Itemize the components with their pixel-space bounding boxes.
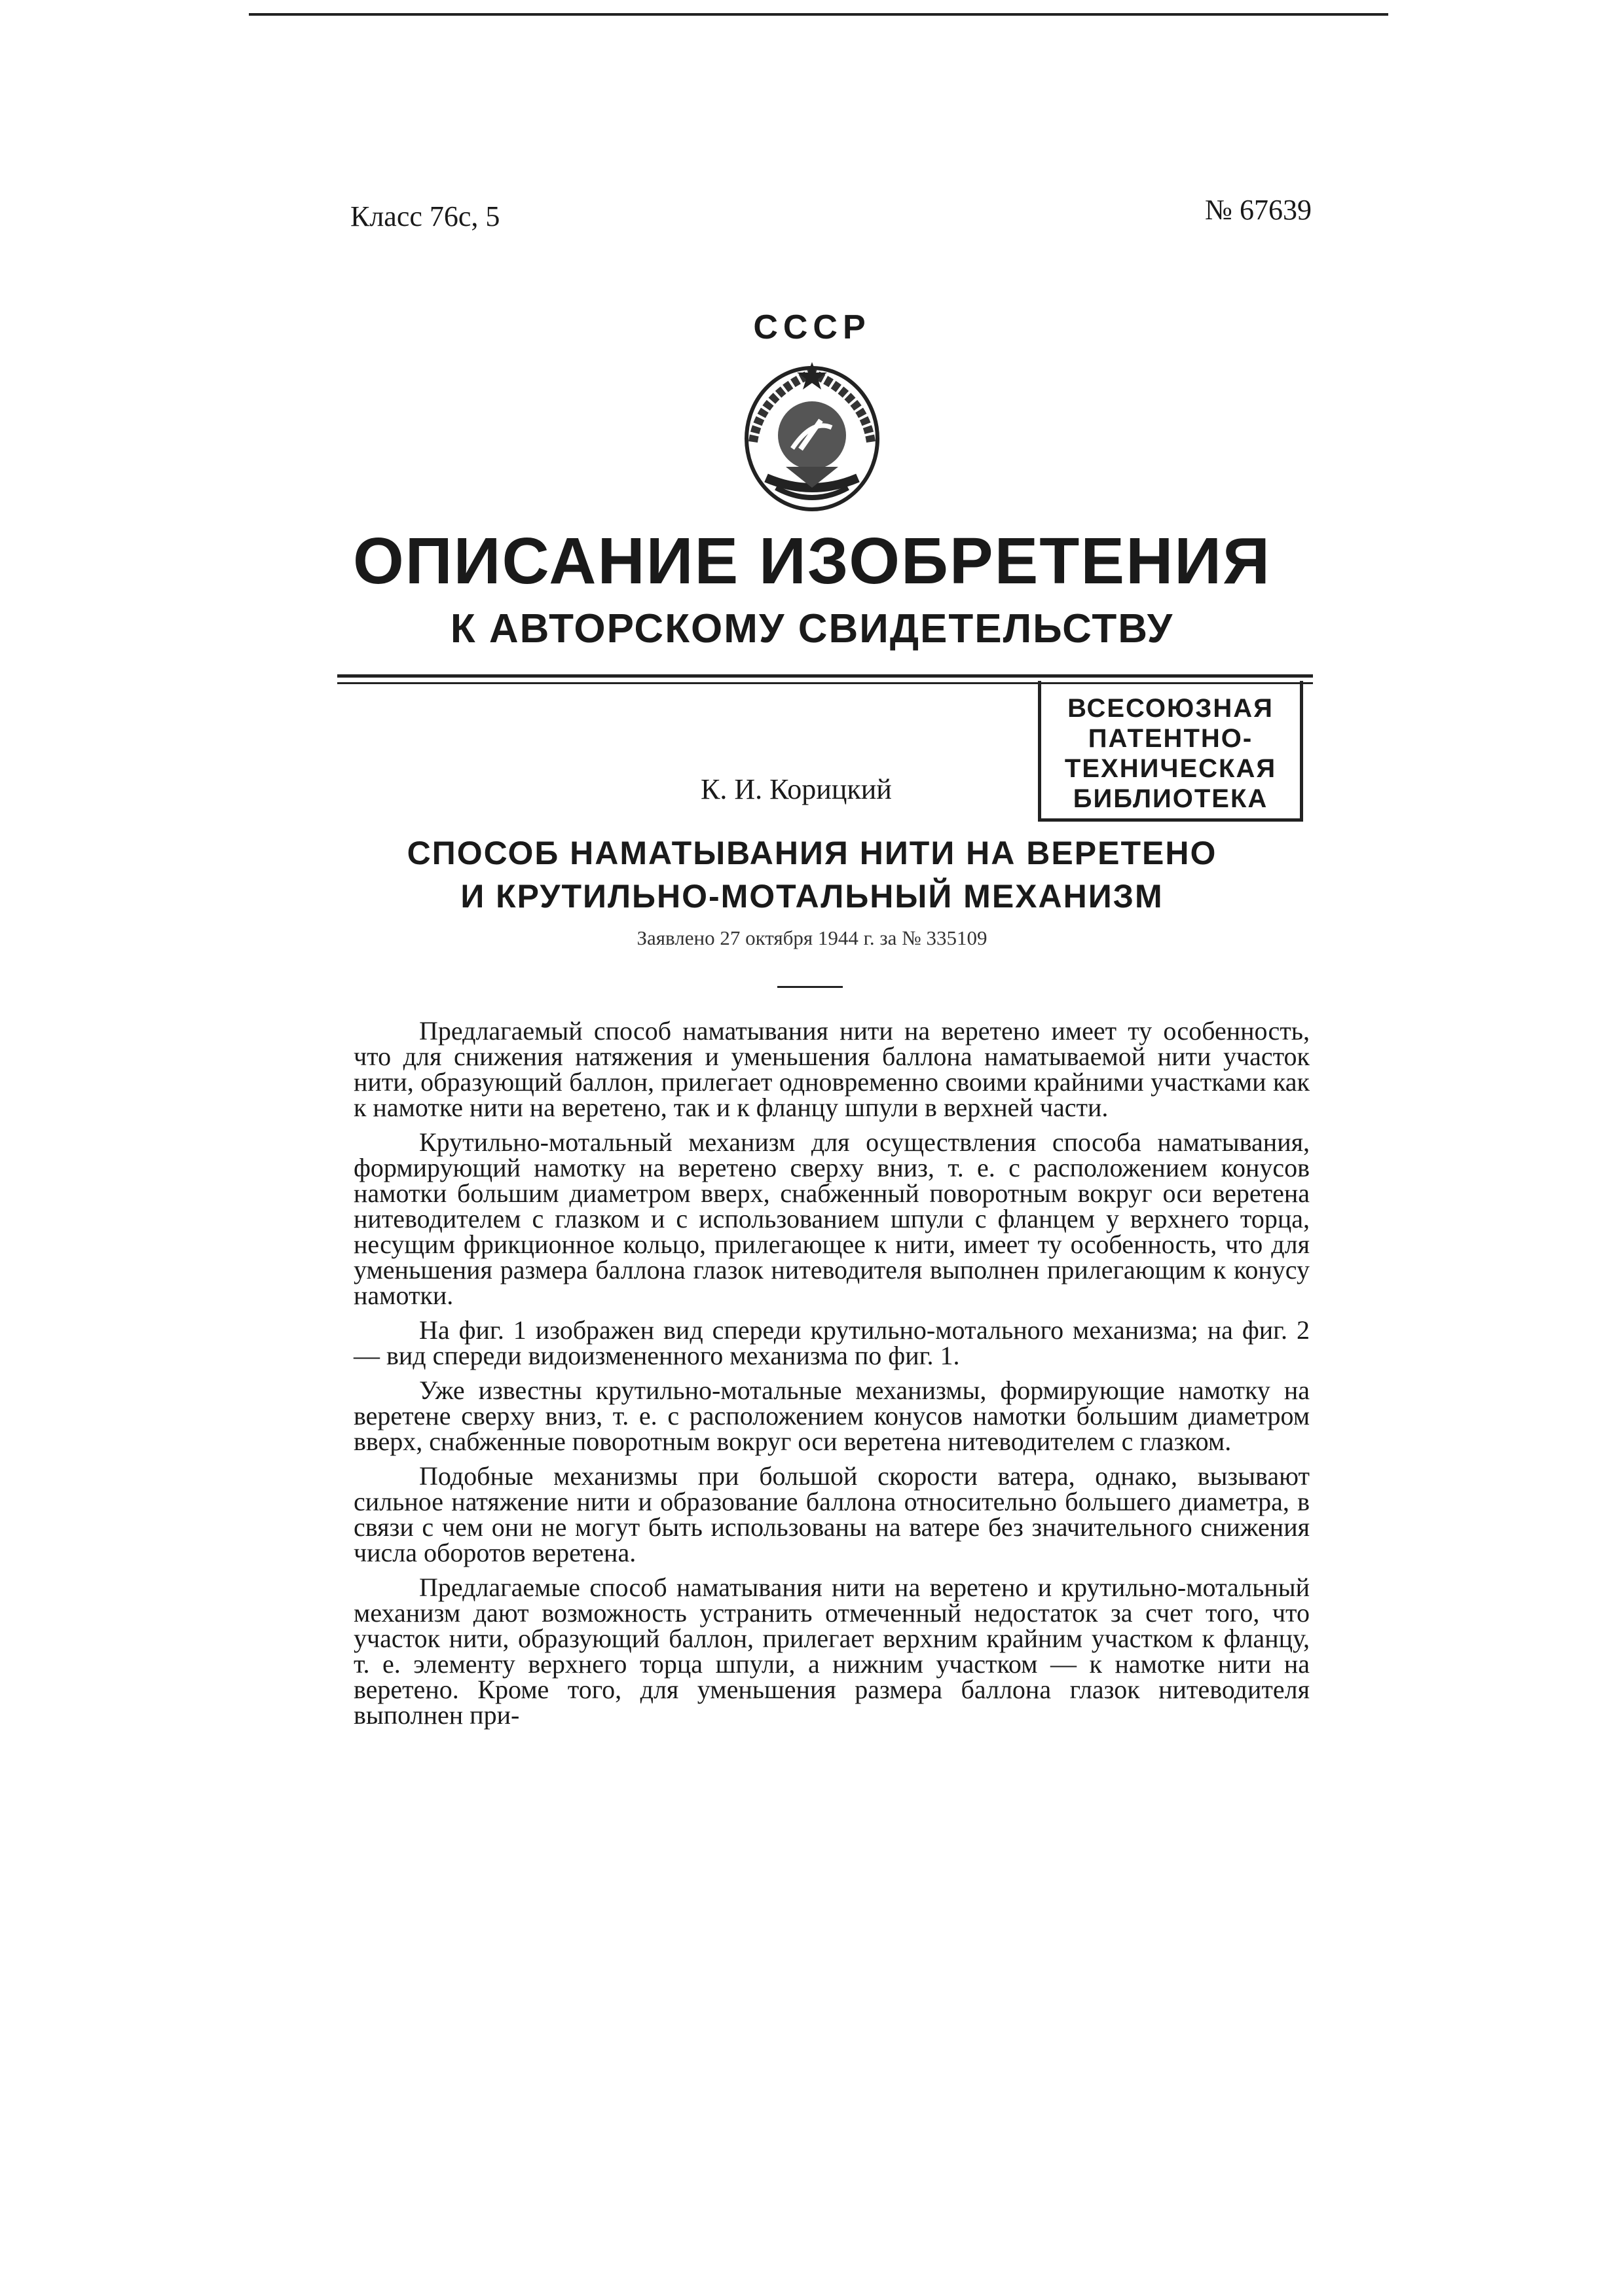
paragraph: Предлагаемые способ наматывания нити на веретено и крутильно-мотальный механизм дают возможность устранить отмеченный недостаток за счет того, что участок нити, образующий баллон, прилегает верхним крайним участком к фланцу, т. е. элементу верхнего торца шпули, а нижним участком — к намотке нити на веретено. Кроме того, для уменьшения размера баллона глазок нитеводителя выполнен при- bbox=[354, 1575, 1310, 1728]
patent-number: № 67639 bbox=[1205, 193, 1312, 227]
section-divider bbox=[777, 986, 843, 988]
stamp-line: ВСЕСОЮЗНАЯ bbox=[1041, 694, 1300, 723]
author-name: К. И. Корицкий bbox=[701, 773, 892, 806]
document-subtitle: К АВТОРСКОМУ СВИДЕТЕЛЬСТВУ bbox=[196, 606, 1428, 652]
invention-title bbox=[393, 831, 1231, 918]
paragraph: Предлагаемый способ наматывания нити на веретено имеет ту особенность, что для снижения натяжения и уменьшения баллона наматываемой нити участок нити, образующий баллон, прилегает одновременно своими крайними участками как к намотке нити на веретено, так и к фланцу шпули в верхней части. bbox=[354, 1018, 1310, 1120]
paragraph: Уже известны крутильно-мотальные механизмы, формирующие намотку на веретене сверху вниз, т. е. с расположением конусов намотки большим диаметром вверх, снабженные поворотным вокруг оси веретена нитеводителем с глазком. bbox=[354, 1377, 1310, 1454]
invention-title-line: СПОСОБ НАМАТЫВАНИЯ НИТИ НА ВЕРЕТЕНО bbox=[393, 831, 1231, 875]
top-rule bbox=[249, 13, 1388, 16]
country-label: СССР bbox=[747, 308, 877, 347]
class-label: Класс 76с, 5 bbox=[350, 200, 500, 233]
paragraph: На фиг. 1 изображен вид спереди крутильно-мотального механизма; на фиг. 2 — вид спереди видоизмененного механизма по фиг. 1. bbox=[354, 1317, 1310, 1368]
document-title: ОПИСАНИЕ ИЗОБРЕТЕНИЯ bbox=[196, 524, 1428, 599]
library-stamp bbox=[1038, 681, 1303, 822]
paragraph: Крутильно-мотальный механизм для осуществления способа наматывания, формирующий намотку на веретено сверху вниз, т. е. с расположением конусов намотки большим диаметром вверх, снабженный поворотным вокруг оси веретена нитеводителем с глазком и с использованием шпули с фланцем у верхнего торца, несущим фрикционное кольцо, прилегающее к нити, имеет ту особенность, что для уменьшения размера баллона глазок нитеводителя выполнен прилегающим к конусу намотки. bbox=[354, 1129, 1310, 1308]
stamp-line: ТЕХНИЧЕСКАЯ bbox=[1041, 754, 1300, 784]
body-text bbox=[354, 1018, 1310, 1737]
invention-title-line: И КРУТИЛЬНО-МОТАЛЬНЫЙ МЕХАНИЗМ bbox=[393, 875, 1231, 918]
paragraph: Подобные механизмы при большой скорости ватера, однако, вызывают сильное натяжение нити и образование баллона относительно большего диаметра, в связи с чем они не могут быть использованы на ватере без значительного снижения числа оборотов веретена. bbox=[354, 1463, 1310, 1565]
ussr-coat-of-arms-icon bbox=[740, 357, 884, 514]
stamp-line: БИБЛИОТЕКА bbox=[1041, 784, 1300, 814]
title-rule bbox=[337, 674, 1313, 678]
filing-info: Заявлено 27 октября 1944 г. за № 335109 bbox=[393, 926, 1231, 950]
stamp-line: ПАТЕНТНО- bbox=[1041, 724, 1300, 754]
